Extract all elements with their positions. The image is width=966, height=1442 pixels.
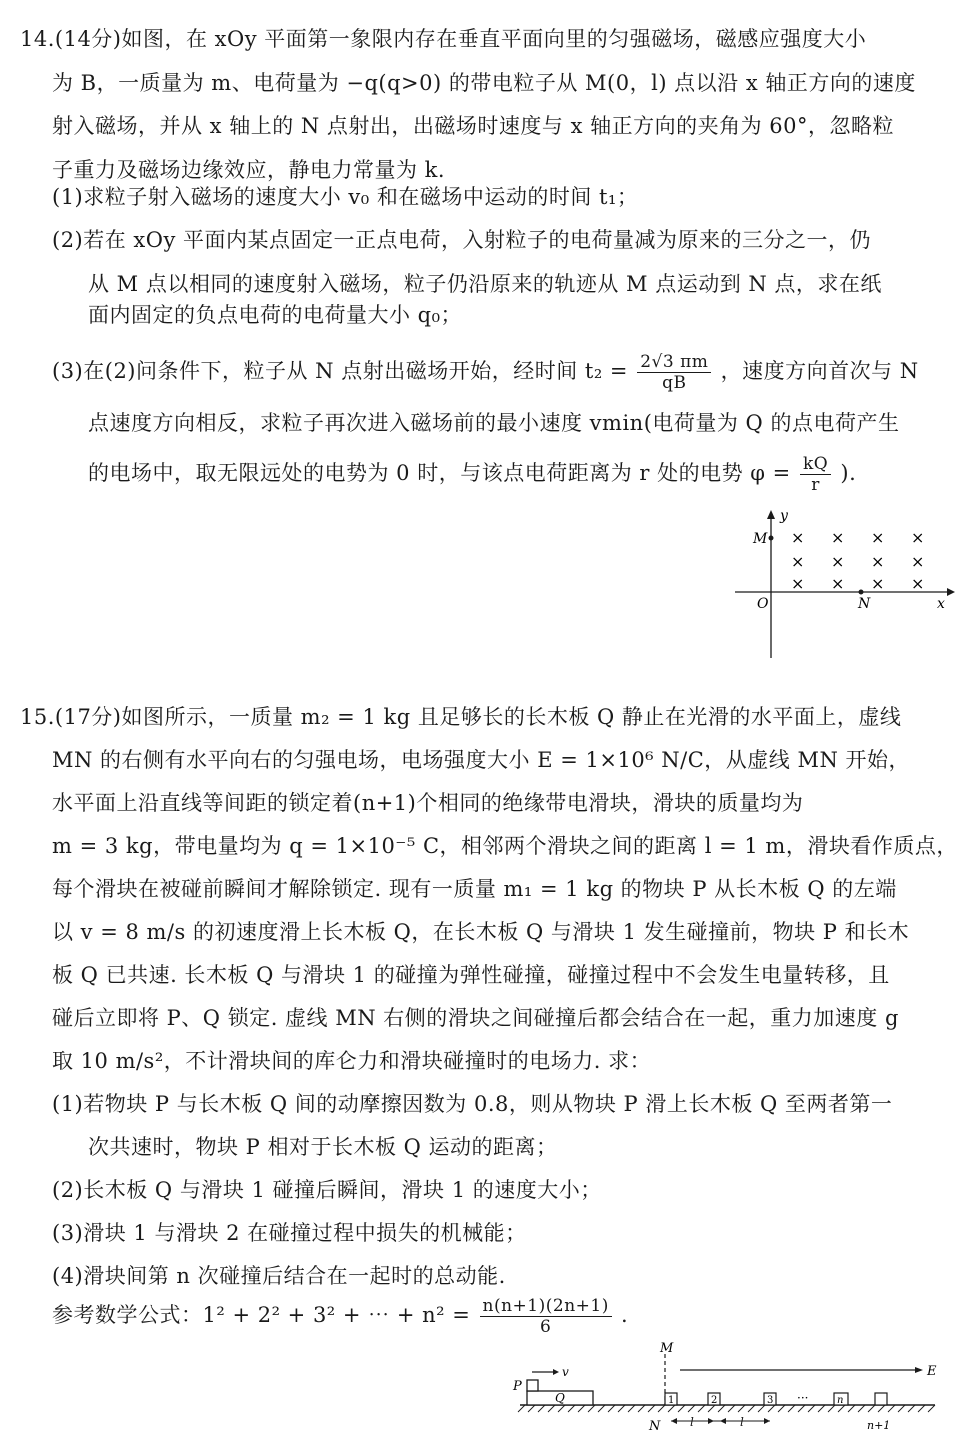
field-x-mark: ×: [791, 528, 805, 547]
q14-part-3c-pre: 的电场中，取无限远处的电势为 0 时，与该点电荷距离为 r 处的电势 φ =: [88, 461, 791, 485]
ground-hatching: [518, 1405, 935, 1412]
fraction-sum-numerator: n(n+1)(2n+1): [480, 1296, 612, 1317]
point-M: [769, 536, 774, 541]
spacing-arrow-icon: [708, 1418, 714, 1424]
field-symbols: [791, 528, 924, 593]
q15-line-6: 以 v = 8 m/s 的初速度滑上长木板 Q，在长木板 Q 与滑块 1 发生碰撞前，物块 P 和长木: [52, 920, 910, 944]
fraction-t2-numerator: 2√3 πm: [637, 352, 711, 373]
q15-part-2: (2)长木板 Q 与滑块 1 碰撞后瞬间，滑块 1 的速度大小；: [52, 1178, 602, 1202]
ref-formula-post: .: [621, 1303, 629, 1327]
q15-part-1-line-2: 次共速时，物块 P 相对于长木板 Q 运动的距离；: [88, 1135, 558, 1159]
fraction-potential: [800, 454, 831, 495]
q15-line-1: 15.(17分)如图所示，一质量 m₂ = 1 kg 且足够长的长木板 Q 静止在光滑的水平面上，虚线: [20, 705, 902, 729]
slider-block-n-plus-1: [875, 1393, 887, 1405]
q15-part-4: (4)滑块间第 n 次碰撞后结合在一起时的总动能.: [52, 1264, 506, 1288]
label-O: O: [757, 596, 769, 612]
label-N: N: [649, 1419, 661, 1434]
q14-part-1: (1)求粒子射入磁场的速度大小 v₀ 和在磁场中运动的时间 t₁；: [52, 185, 639, 209]
label-N: N: [858, 596, 871, 612]
label-y: y: [780, 508, 788, 524]
ellipsis: ···: [797, 1391, 809, 1405]
q14-line-1: 14.(14分)如图，在 xOy 平面第一象限内存在垂直平面向里的匀强磁场，磁感应强度大小: [20, 27, 867, 51]
q15-line-8: 碰后立即将 P、Q 锁定. 虚线 MN 右侧的滑块之间碰撞后都会结合在一起，重力加速度 g: [52, 1006, 899, 1030]
label-l-2: l: [740, 1415, 744, 1429]
q15-blocks-diagram: [505, 1342, 955, 1437]
field-x-mark: ×: [871, 574, 885, 593]
q15-reference-formula: [52, 1296, 628, 1337]
q14-part-3c-post: ).: [840, 461, 857, 485]
q14-part-2-line-3: 面内固定的负点电荷的电荷量大小 q₀；: [88, 303, 463, 327]
field-arrow-head-icon: [915, 1367, 923, 1373]
label-l-1: l: [690, 1415, 694, 1429]
block-n-label: n: [837, 1395, 844, 1406]
label-x: x: [937, 596, 945, 612]
field-x-mark: ×: [831, 552, 845, 571]
q15-line-7: 板 Q 已共速. 长木板 Q 与滑块 1 的碰撞为弹性碰撞，碰撞过程中不会发生电量转移，且: [52, 963, 890, 987]
velocity-arrow-head-icon: [553, 1369, 559, 1375]
fraction-potential-numerator: kQ: [800, 454, 831, 475]
q14-part-3-line-2: 点速度方向相反，求粒子再次进入磁场前的最小速度 vmin(电荷量为 Q 的点电荷产生: [88, 411, 900, 435]
field-x-mark: ×: [911, 574, 925, 593]
block-n1-label: n+1: [867, 1419, 891, 1432]
q15-part-1-line-1: (1)若物块 P 与长木板 Q 间的动摩擦因数为 0.8，则从物块 P 滑上长木板 Q 至两者第一: [52, 1092, 893, 1116]
q15-line-2: MN 的右侧有水平向右的匀强电场，电场强度大小 E = 1×10⁶ N/C，从虚线 MN 开始，: [52, 748, 911, 772]
fraction-t2: [637, 352, 711, 393]
q15-line-3: 水平面上沿直线等间距的锁定着(n+1)个相同的绝缘带电滑块，滑块的质量均为: [52, 791, 804, 815]
fraction-t2-denominator: qB: [662, 373, 687, 393]
q14-part-2-line-1: (2)若在 xOy 平面内某点固定一正点电荷，入射粒子的电荷量减为原来的三分之一，仍: [52, 228, 872, 252]
field-x-mark: ×: [791, 574, 805, 593]
q14-line-4: 子重力及磁场边缘效应，静电力常量为 k.: [52, 158, 446, 182]
y-axis-arrow-icon: [767, 510, 775, 519]
spacing-arrow-icon: [764, 1418, 770, 1424]
q15-line-4: m = 3 kg，带电量均为 q = 1×10⁻⁵ C，相邻两个滑块之间的距离 l = 1 m，滑块看作质点，: [52, 834, 958, 858]
q14-part-3-line-1: [52, 352, 919, 393]
block-2-label: 2: [711, 1395, 718, 1406]
fraction-potential-denominator: r: [811, 475, 820, 495]
spacing-arrow-icon: [671, 1418, 677, 1424]
field-x-mark: ×: [791, 552, 805, 571]
field-x-mark: ×: [831, 528, 845, 547]
field-x-mark: ×: [871, 528, 885, 547]
label-M: M: [660, 1342, 674, 1356]
x-axis-arrow-icon: [947, 588, 955, 596]
label-v: v: [562, 1365, 569, 1379]
q14-part-3-post: ，速度方向首次与 N: [720, 359, 919, 383]
q14-part-2-line-2: 从 M 点以相同的速度射入磁场，粒子仍沿原来的轨迹从 M 点运动到 N 点，求在纸: [88, 272, 882, 296]
q14-line-2: 为 B，一质量为 m、电荷量为 −q(q>0) 的带电粒子从 M(0，l) 点以沿 x 轴正方向的速度: [52, 71, 916, 95]
q14-part-3-line-3: [88, 454, 856, 495]
block-1-label: 1: [668, 1395, 675, 1406]
field-x-mark: ×: [911, 528, 925, 547]
label-Q: Q: [555, 1391, 565, 1405]
q15-part-3: (3)滑块 1 与滑块 2 在碰撞过程中损失的机械能；: [52, 1221, 527, 1245]
spacing-arrow-icon: [720, 1418, 726, 1424]
label-E: E: [927, 1364, 937, 1379]
q14-part-3-pre: (3)在(2)问条件下，粒子从 N 点射出磁场开始，经时间 t₂ =: [52, 359, 629, 383]
label-P: P: [513, 1379, 522, 1394]
label-M: M: [753, 531, 768, 547]
q14-line-3: 射入磁场，并从 x 轴上的 N 点射出，出磁场时速度与 x 轴正方向的夹角为 60°，忽略粒: [52, 114, 895, 138]
q15-line-5: 每个滑块在被碰前瞬间才解除锁定. 现有一质量 m₁ = 1 kg 的物块 P 从长木板 Q 的左端: [52, 877, 897, 901]
point-N: [859, 590, 864, 595]
q15-line-9: 取 10 m/s²，不计滑块间的库仑力和滑块碰撞时的电场力. 求：: [52, 1049, 652, 1073]
q14-field-diagram: [725, 505, 960, 665]
fraction-sum-denominator: 6: [540, 1317, 552, 1337]
field-x-mark: ×: [871, 552, 885, 571]
block-3-label: 3: [767, 1395, 774, 1406]
field-x-mark: ×: [911, 552, 925, 571]
ref-formula-pre: 参考数学公式：1² + 2² + 3² + ⋯ + n² =: [52, 1303, 471, 1327]
field-x-mark: ×: [831, 574, 845, 593]
block-P: [527, 1380, 538, 1391]
fraction-sum-of-squares: [480, 1296, 612, 1337]
